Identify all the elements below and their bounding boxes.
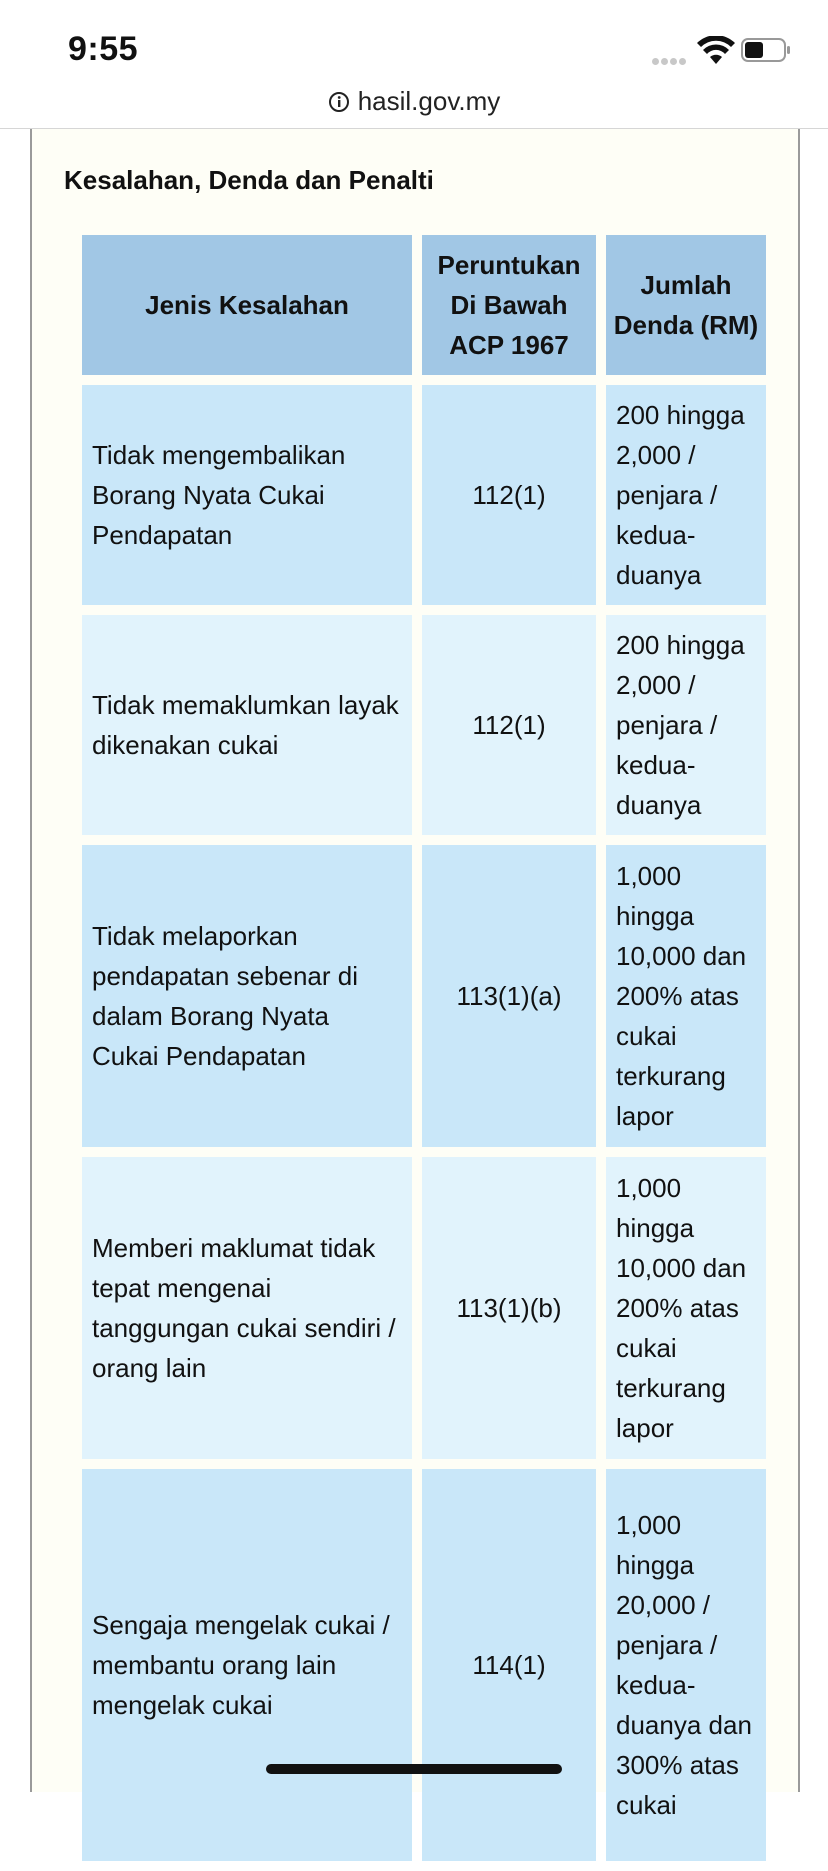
info-icon[interactable] (328, 91, 350, 113)
fine-cell: 200 hingga 2,000 / penjara / kedua-duanya (606, 615, 766, 835)
address-bar[interactable] (0, 86, 828, 128)
provision-cell: 112(1) (422, 385, 596, 605)
offence-cell: Tidak memaklumkan layak dikenakan cukai (82, 615, 412, 835)
provision-cell: 112(1) (422, 615, 596, 835)
home-indicator[interactable] (266, 1764, 562, 1774)
fine-cell: 1,000 hingga 10,000 dan 200% atas cukai terkurang lapor (606, 1157, 766, 1459)
offence-cell: Memberi maklumat tidak tepat mengenai tanggungan cukai sendiri / orang lain (82, 1157, 412, 1459)
offence-cell: Tidak melaporkan pendapatan sebenar di dalam Borang Nyata Cukai Pendapatan (82, 845, 412, 1147)
table-row (82, 845, 766, 1147)
table-row (82, 1157, 766, 1459)
table-row (82, 615, 766, 835)
section-title: Kesalahan, Denda dan Penalti (64, 165, 434, 195)
cellular-signal-icon (652, 52, 692, 62)
battery-icon (741, 38, 791, 62)
provision-cell: 114(1) (422, 1469, 596, 1861)
provision-cell: 113(1)(a) (422, 845, 596, 1147)
page-content (30, 129, 800, 1820)
status-bar (0, 0, 828, 96)
header-provision: Peruntukan Di Bawah ACP 1967 (422, 235, 596, 375)
offence-cell: Tidak mengembalikan Borang Nyata Cukai Pendapatan (82, 385, 412, 605)
table-row (82, 385, 766, 605)
fines-table (72, 225, 776, 1871)
table-row (82, 1469, 766, 1861)
fine-cell: 200 hingga 2,000 / penjara / kedua-duanya (606, 385, 766, 605)
header-fine: Jumlah Denda (RM) (606, 235, 766, 375)
wifi-icon (697, 36, 735, 66)
offence-cell: Sengaja mengelak cukai / membantu orang lain mengelak cukai (82, 1469, 412, 1861)
fine-cell: 1,000 hingga 10,000 dan 200% atas cukai terkurang lapor (606, 845, 766, 1147)
status-time: 9:55 (68, 30, 139, 68)
url-text[interactable]: hasil.gov.my (357, 86, 501, 116)
provision-cell: 113(1)(b) (422, 1157, 596, 1459)
table-header-row (82, 235, 766, 375)
fine-cell: 1,000 hingga 20,000 / penjara / kedua-duanya dan 300% atas cukai (606, 1469, 766, 1861)
header-offence: Jenis Kesalahan (82, 235, 412, 375)
